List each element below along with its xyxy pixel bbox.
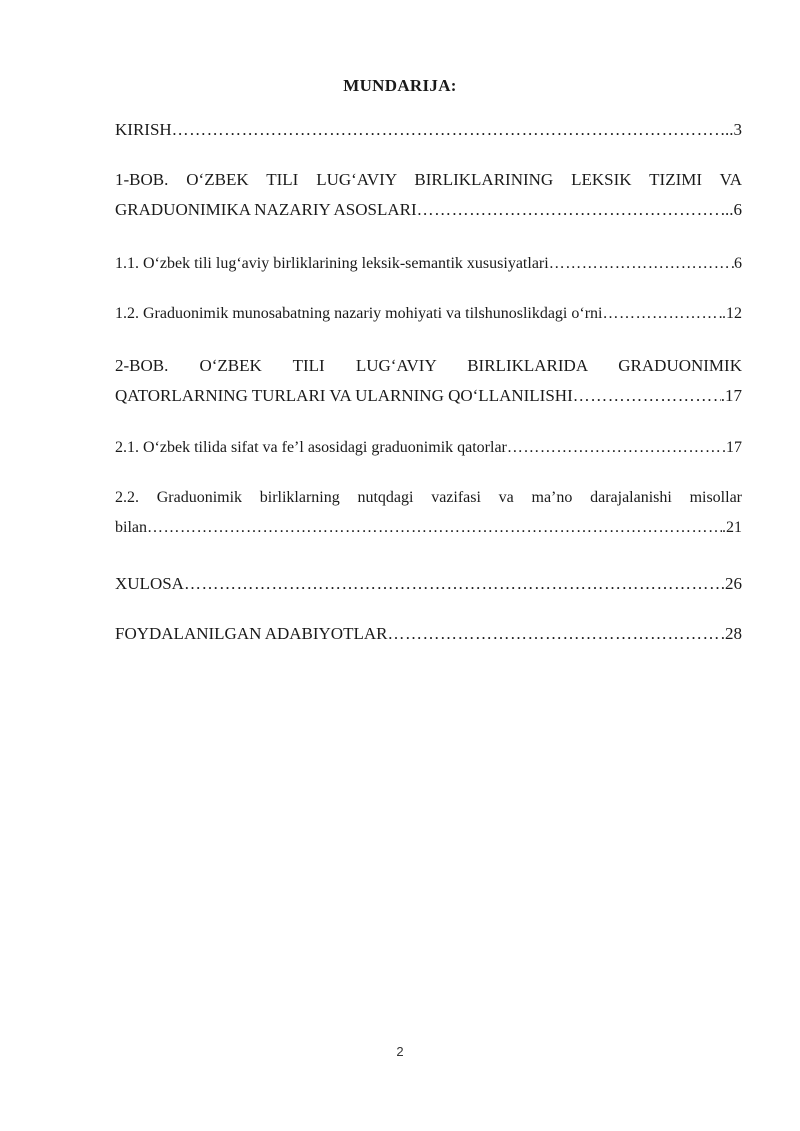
toc-page-number: .26 bbox=[720, 574, 742, 593]
dot-leader bbox=[417, 196, 721, 224]
toc-page-number: .17 bbox=[720, 386, 742, 405]
toc-page-number: .12 bbox=[722, 305, 742, 322]
toc-entry-kirish[interactable] bbox=[115, 116, 742, 144]
dot-leader bbox=[147, 514, 722, 542]
toc-entry-line: 2-BOB. O‘ZBEK TILI LUG‘AVIY BIRLIKLARIDA GRADUONIMIK bbox=[115, 356, 742, 375]
toc-entry-section-1-1[interactable] bbox=[115, 250, 742, 278]
toc-entry-section-2-2[interactable] bbox=[115, 484, 742, 542]
toc-entry-line: 1-BOB. O‘ZBEK TILI LUG‘AVIY BIRLIKLARINING LEKSIK TIZIMI VA bbox=[115, 170, 742, 189]
toc-entry-text: KIRISH bbox=[115, 120, 172, 139]
toc-entry-text: 2.1. O‘zbek tilida sifat va fe’l asosidagi graduonimik qatorlar bbox=[115, 439, 507, 456]
dot-leader bbox=[184, 570, 721, 598]
toc-entry-section-1-2[interactable] bbox=[115, 300, 742, 328]
toc-entry-text: 1.1. O‘zbek tili lug‘aviy birliklarining leksik-semantik xususiyatlari bbox=[115, 255, 549, 272]
toc-entry-text: FOYDALANILGAN ADABIYOTLAR bbox=[115, 624, 388, 643]
toc-entry-line: 2.2. Graduonimik birliklarning nutqdagi vazifasi va ma’no darajalanishi misollar bbox=[115, 489, 742, 506]
page-number: 2 bbox=[396, 1044, 404, 1059]
toc-title: MUNDARIJA: bbox=[343, 76, 457, 95]
dot-leader bbox=[387, 620, 720, 648]
toc-entry-chapter-1[interactable] bbox=[115, 166, 742, 224]
toc-page-number: ...6 bbox=[720, 200, 742, 219]
toc-entry-chapter-2[interactable] bbox=[115, 352, 742, 410]
toc-page-number: .17 bbox=[722, 439, 742, 456]
dot-leader bbox=[507, 434, 722, 462]
toc-page-number: 6 bbox=[734, 255, 742, 272]
toc-page-number: ..3 bbox=[725, 120, 742, 139]
toc-page-number: .21 bbox=[722, 519, 742, 536]
toc-entry-references[interactable] bbox=[115, 620, 742, 648]
toc-entry-text: GRADUONIMIKA NAZARIY ASOSLARI bbox=[115, 200, 417, 219]
toc-entry-text: bilan bbox=[115, 519, 147, 536]
dot-leader bbox=[573, 382, 721, 410]
toc-entry-text: 1.2. Graduonimik munosabatning nazariy mohiyati va tilshunoslikdagi o‘rni bbox=[115, 305, 603, 322]
dot-leader bbox=[172, 116, 725, 144]
toc-entry-text: XULOSA bbox=[115, 574, 184, 593]
toc-entry-section-2-1[interactable] bbox=[115, 434, 742, 462]
toc-entry-xulosa[interactable] bbox=[115, 570, 742, 598]
dot-leader bbox=[602, 300, 722, 328]
dot-leader bbox=[549, 250, 734, 278]
toc-page-number: .28 bbox=[720, 624, 742, 643]
toc-entry-text: QATORLARNING TURLARI VA ULARNING QO‘LLANILISHI bbox=[115, 386, 573, 405]
